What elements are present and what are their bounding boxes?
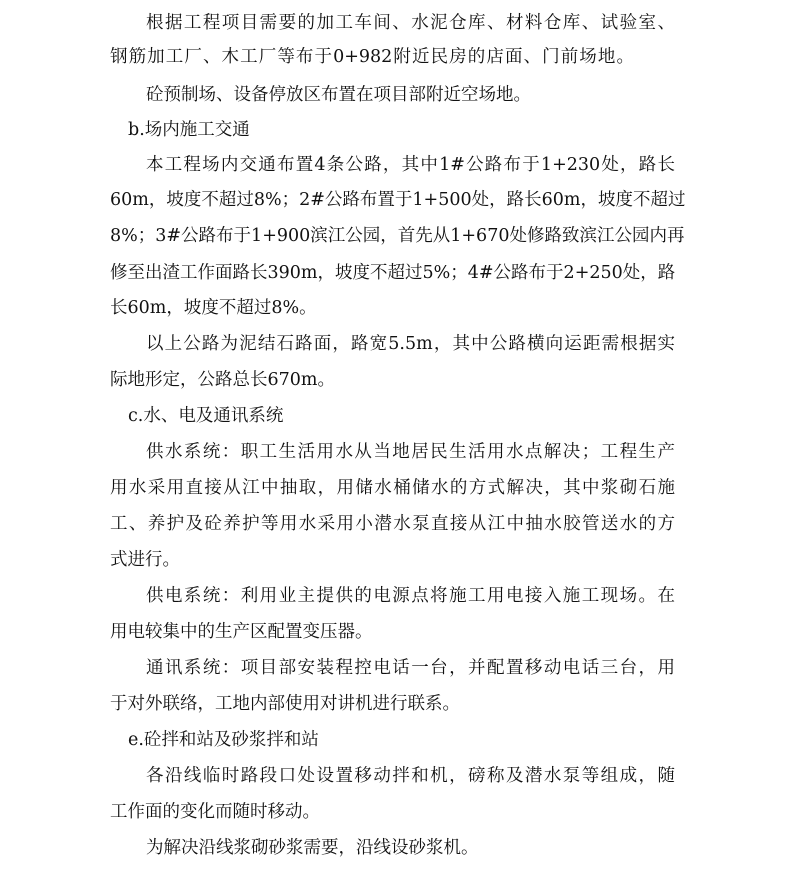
paragraph-line: 各沿线临时路段口处设置移动拌和机，磅称及潜水泵等组成，随 <box>146 766 675 786</box>
section-heading: c.水、电及通讯系统 <box>128 406 284 426</box>
paragraph-line: 修至出渣工作面路长390m，坡度不超过5%；4#公路布于2+250处，路 <box>110 263 676 283</box>
paragraph-line: 根据工程项目需要的加工车间、水泥仓库、材料仓库、试验室、 <box>146 13 675 33</box>
paragraph-line: 60m，坡度不超过8%；2#公路布置于1+500处，路长60m，坡度不超过 <box>110 190 686 210</box>
paragraph-line: 工作面的变化而随时移动。 <box>110 802 320 822</box>
paragraph-line: 本工程场内交通布置4条公路，其中1#公路布于1+230处，路长 <box>146 155 675 175</box>
paragraph-line: 为解决沿线浆砌砂浆需要，沿线设砂浆机。 <box>146 838 479 858</box>
paragraph-line: 际地形定，公路总长670m。 <box>110 370 335 390</box>
paragraph-line: 钢筋加工厂、木工厂等布于0+982附近民房的店面、门前场地。 <box>110 47 634 67</box>
paragraph-line: 以上公路为泥结石路面，路宽5.5m，其中公路横向运距需根据实 <box>146 334 675 354</box>
paragraph-line: 通讯系统：项目部安装程控电话一台，并配置移动电话三台，用 <box>146 658 675 678</box>
paragraph-line: 式进行。 <box>110 550 180 570</box>
paragraph-line: 砼预制场、设备停放区布置在项目部附近空场地。 <box>146 85 531 105</box>
paragraph-line: 8%；3#公路布于1+900滨江公园，首先从1+670处修路致滨江公园内再 <box>110 226 685 246</box>
paragraph-line: 于对外联络，工地内部使用对讲机进行联系。 <box>110 694 460 714</box>
section-heading: e.砼拌和站及砂浆拌和站 <box>128 730 319 750</box>
paragraph-line: 用水采用直接从江中抽取，用储水桶储水的方式解决，其中浆砌石施 <box>110 478 675 498</box>
paragraph-line: 供水系统：职工生活用水从当地居民生活用水点解决；工程生产 <box>146 442 675 462</box>
paragraph-line: 长60m，坡度不超过8%。 <box>110 298 317 318</box>
paragraph-line: 工、养护及砼养护等用水采用小潜水泵直接从江中抽水胶管送水的方 <box>110 514 675 534</box>
paragraph-line: 用电较集中的生产区配置变压器。 <box>110 622 373 642</box>
paragraph-line: 供电系统：利用业主提供的电源点将施工用电接入施工现场。在 <box>146 586 675 606</box>
section-heading: b.场内施工交通 <box>128 120 250 140</box>
